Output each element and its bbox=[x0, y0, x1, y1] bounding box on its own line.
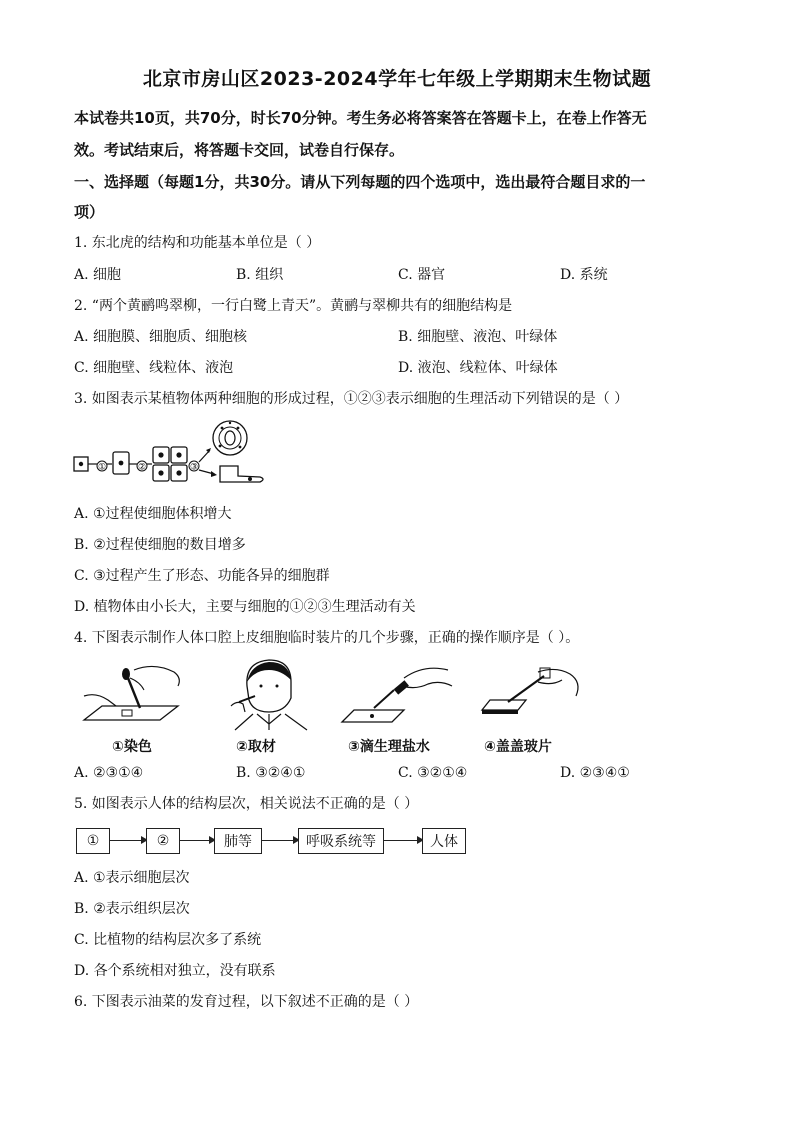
flow-arrow-3 bbox=[262, 840, 298, 841]
question-6-stem: 6. 下图表示油菜的发育过程，以下叙述不正确的是（ ） bbox=[74, 994, 419, 1010]
question-4-option-a[interactable]: A. ②③①④ bbox=[74, 765, 144, 781]
flow-box-tissue: ② bbox=[146, 828, 180, 854]
question-5-option-c[interactable]: C. 比植物的结构层次多了系统 bbox=[74, 932, 262, 948]
question-4-option-d[interactable]: D. ②③④① bbox=[560, 765, 630, 781]
question-5-option-b[interactable]: B. ②表示组织层次 bbox=[74, 901, 190, 917]
question-2-option-c[interactable]: C. 细胞壁、线粒体、液泡 bbox=[74, 360, 234, 376]
question-4-option-b[interactable]: B. ③②④① bbox=[236, 765, 306, 781]
label-process-2: ② bbox=[137, 462, 147, 473]
flow-box-body: 人体 bbox=[422, 828, 466, 854]
flow-box-system: 呼吸系统等 bbox=[298, 828, 384, 854]
step-caption-3: ③滴生理盐水 bbox=[348, 739, 430, 755]
question-3-option-c[interactable]: C. ③过程产生了形态、功能各异的细胞群 bbox=[74, 568, 330, 584]
step-caption-2: ②取材 bbox=[236, 739, 276, 755]
sampling-step-illustration bbox=[225, 656, 315, 732]
flow-box-cell: ① bbox=[76, 828, 110, 854]
question-2-stem: 2. “两个黄鹂鸣翠柳，一行白鹭上青天”。黄鹂与翠柳共有的细胞结构是 bbox=[74, 298, 513, 314]
question-2-option-a[interactable]: A. 细胞膜、细胞质、细胞核 bbox=[74, 329, 248, 345]
question-4-stem: 4. 下图表示制作人体口腔上皮细胞临时装片的几个步骤，正确的操作顺序是（ ）。 bbox=[74, 630, 580, 646]
question-1-option-a[interactable]: A. 细胞 bbox=[74, 267, 122, 283]
section-heading-line-1: 一、选择题（每题1分，共30分。请从下列每题的四个选项中，选出最符合题目求的一 bbox=[74, 173, 646, 191]
step-caption-4: ④盖盖玻片 bbox=[484, 739, 552, 755]
step-caption-1: ①染色 bbox=[112, 739, 152, 755]
question-3-option-d[interactable]: D. 植物体由小长大，主要与细胞的①②③生理活动有关 bbox=[74, 599, 416, 615]
flow-box-organ: 肺等 bbox=[214, 828, 262, 854]
intro-line-1: 本试卷共10页，共70分，时长70分钟。考生务必将答案答在答题卡上，在卷上作答无 bbox=[74, 109, 647, 127]
saline-drop-step-illustration bbox=[338, 660, 458, 730]
question-2-option-d[interactable]: D. 液泡、线粒体、叶绿体 bbox=[398, 360, 558, 376]
label-process-1: ① bbox=[97, 462, 107, 473]
section-heading-line-2: 项） bbox=[74, 203, 105, 221]
flow-arrow-4 bbox=[384, 840, 422, 841]
question-3-option-b[interactable]: B. ②过程使细胞的数目增多 bbox=[74, 537, 246, 553]
question-5-stem: 5. 如图表示人体的结构层次，相关说法不正确的是（ ） bbox=[74, 796, 419, 812]
intro-line-2: 效。考试结束后，将答题卡交回，试卷自行保存。 bbox=[74, 141, 405, 159]
question-5-option-d[interactable]: D. 各个系统相对独立，没有联系 bbox=[74, 963, 276, 979]
cell-division-diagram bbox=[70, 416, 270, 492]
question-3-stem: 3. 如图表示某植物体两种细胞的形成过程，①②③表示细胞的生理活动下列错误的是（ ） bbox=[74, 391, 629, 407]
flow-arrow-2 bbox=[180, 840, 214, 841]
question-3-option-a[interactable]: A. ①过程使细胞体积增大 bbox=[74, 506, 232, 522]
question-1-option-b[interactable]: B. 组织 bbox=[236, 267, 284, 283]
question-2-option-b[interactable]: B. 细胞壁、液泡、叶绿体 bbox=[398, 329, 558, 345]
staining-step-illustration bbox=[82, 660, 192, 730]
question-1-option-d[interactable]: D. 系统 bbox=[560, 267, 608, 283]
question-1-stem: 1. 东北虎的结构和功能基本单位是（ ） bbox=[74, 235, 321, 251]
cover-slip-step-illustration bbox=[478, 660, 588, 730]
page-title: 北京市房山区2023-2024学年七年级上学期期末生物试题 bbox=[142, 68, 652, 90]
label-process-3: ③ bbox=[189, 462, 199, 473]
flow-arrow-1 bbox=[110, 840, 146, 841]
question-4-option-c[interactable]: C. ③②①④ bbox=[398, 765, 468, 781]
question-5-option-a[interactable]: A. ①表示细胞层次 bbox=[74, 870, 190, 886]
question-1-option-c[interactable]: C. 器官 bbox=[398, 267, 446, 283]
